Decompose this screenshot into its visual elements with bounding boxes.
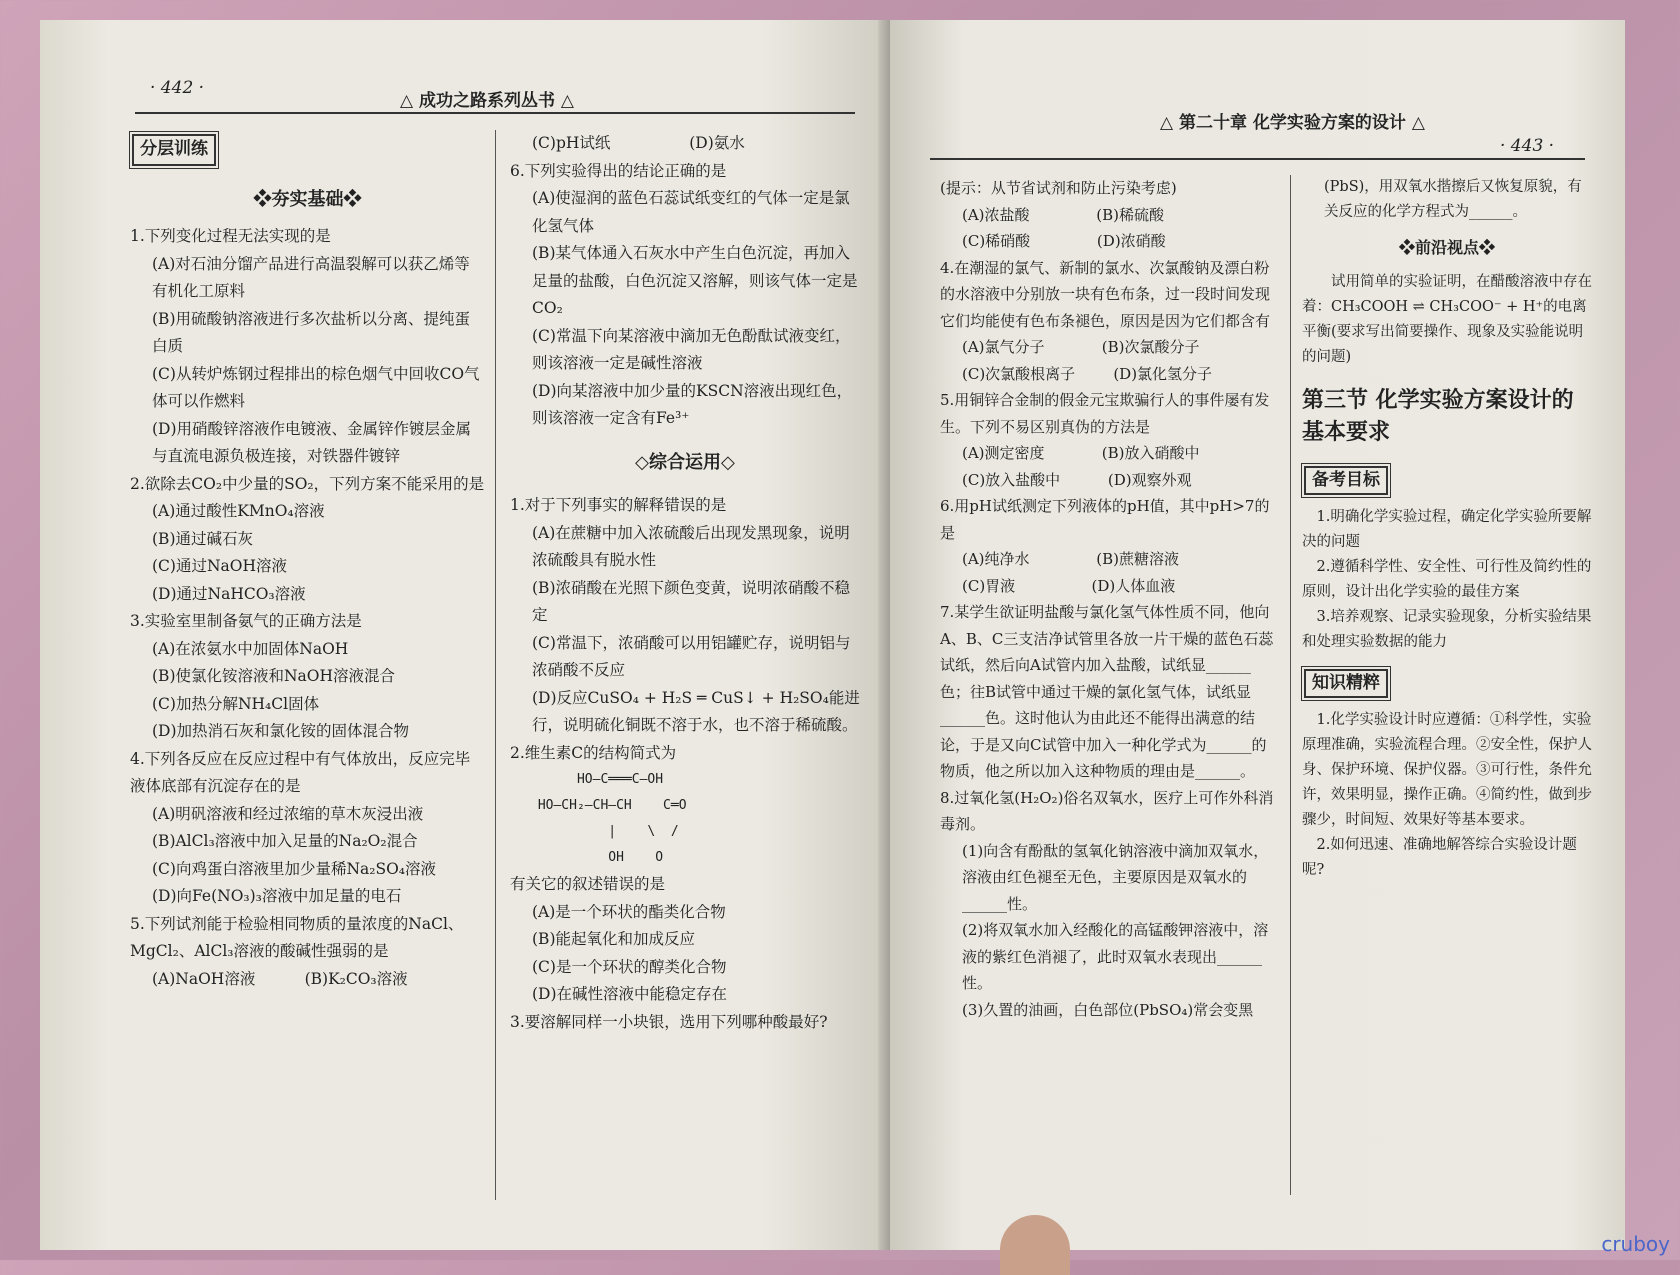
option-item: (A)对石油分馏产品进行高温裂解可以获乙烯等有机化工原料 [152, 254, 470, 300]
open-book [40, 0, 1640, 1260]
option-item: (D)加热消石灰和氯化铵的固体混合物 [152, 722, 410, 740]
header-rule-right [930, 158, 1585, 160]
option-item: (C)通过NaOH溶液 [152, 557, 287, 575]
option-item: (C)常温下向某溶液中滴加无色酚酞试液变红，则该溶液一定是碱性溶液 [532, 326, 851, 372]
section-box-stratified-training: 分层训练 [132, 134, 216, 166]
left-page [40, 20, 890, 1250]
knowledge-item: 1.化学实验设计时应遵循：①科学性，实验原理准确，实验流程合理。②安全性，保护人身、保护环境、保护仪器。③可行性，条件允许，效果明显，操作正确。④简约性，做到步骤少，时间短、效果好等基本要求。 [1302, 712, 1592, 828]
question-item: 4.在潮湿的氯气、新制的氯水、次氯酸钠及漂白粉的水溶液中分别放一块有色布条，过一段时间发现它们均能使有色布条褪色，原因是因为它们都含有 [940, 258, 1271, 330]
option-item: (B)通过碱石灰 [152, 529, 253, 548]
running-header-right: △ 第二十章 化学实验方案的设计 △ [1160, 113, 1425, 133]
right-page [890, 20, 1625, 1250]
question-note: (提示：从节省试剂和防止污染考虑) [940, 179, 1177, 197]
option-item: (D)通过NaHCO₃溶液 [152, 584, 306, 603]
option-item: (B)使氯化铵溶液和NaOH溶液混合 [152, 667, 396, 685]
question-item: 1.对于下列事实的解释错误的是 [510, 496, 727, 514]
question-item: 1.下列变化过程无法实现的是 [130, 227, 331, 245]
option-item: (A)在浓氨水中加固体NaOH [152, 639, 349, 658]
question-item: 5.用铜锌合金制的假金元宝欺骗行人的事件屡有发生。下列不易区别真伪的方法是 [940, 391, 1270, 436]
right-column-2 [1302, 175, 1592, 883]
option-item: (C)从转炉炼钢过程排出的棕色烟气中回收CO气体可以作燃料 [152, 364, 480, 410]
option-item: (C)pH试纸 (D)氨水 [532, 134, 745, 152]
column-divider-left [495, 130, 496, 1200]
watermark-text: cruboy [1601, 1232, 1670, 1256]
column-divider-right [1290, 175, 1291, 1195]
running-header-left: △ 成功之路系列丛书 △ [400, 91, 574, 111]
option-item: (C)向鸡蛋白溶液里加少量稀Na₂SO₄溶液 [152, 859, 437, 878]
option-item: (B)某气体通入石灰水中产生白色沉淀，再加入足量的盐酸，白色沉淀又溶解，则该气体一定是CO₂ [532, 244, 858, 317]
question-item: 2.欲除去CO₂中少量的SO₂，下列方案不能采用的是 [130, 474, 485, 493]
option-item: (C)是一个环状的醇类化合物 [532, 957, 727, 976]
option-item: (A)纯净水 (B)蔗糖溶液 [962, 550, 1180, 568]
box-title-goals: 备考目标 [1304, 466, 1388, 495]
sub-question-continued: (PbS)，用双氧水揩擦后又恢复原貌，有关反应的化学方程式为______。 [1324, 179, 1582, 220]
goal-item: 1.明确化学实验过程，确定化学实验所要解决的问题 [1302, 509, 1592, 550]
option-item: (A)通过酸性KMnO₄溶液 [152, 502, 325, 520]
question-item: 6.下列实验得出的结论正确的是 [510, 161, 727, 180]
question-item: 2.维生素C的结构简式为 [510, 743, 677, 762]
option-item: (D)用硝酸锌溶液作电镀液、金属锌作镀层金属与直流电源负极连接，对铁器件镀锌 [152, 419, 472, 465]
question-item: 4.下列各反应在反应过程中有气体放出，反应完毕液体底部有沉淀存在的是 [130, 749, 471, 795]
option-item: (B)能起氧化和加成反应 [532, 930, 695, 948]
section-title-3: 第三节 化学实验方案设计的基本要求 [1302, 387, 1574, 445]
vitamin-c-structure-formula: HO—C═══C—OH HO—CH₂—CH—CH C═O | \ / OH O [537, 772, 687, 865]
subsection-title-applied: ◇综合运用◇ [635, 451, 735, 473]
subsection-title-frontier: ❖前沿视点❖ [1398, 238, 1495, 257]
question-item: 6.用pH试纸测定下列液体的pH值，其中pH>7的是 [940, 497, 1270, 542]
question-item: 8.过氧化氢(H₂O₂)俗名双氧水，医疗上可作外科消毒剂。 [940, 788, 1274, 833]
sub-question: (2)将双氧水加入经酸化的高锰酸钾溶液中，溶液的紫红色消褪了，此时双氧水表现出______性。 [962, 921, 1269, 992]
subsection-title-basics: ❖夯实基础❖ [253, 188, 362, 210]
option-item: (C)常温下，浓硝酸可以用铝罐贮存，说明铝与浓硝酸不反应 [532, 633, 851, 679]
question-item: 3.要溶解同样一小块银，选用下列哪种酸最好? [510, 1012, 828, 1031]
question-item: 7.某学生欲证明盐酸与氯化氢气体性质不同，他向A、B、C三支洁净试管里各放一片干燥的蓝色石蕊试纸，然后向A试管内加入盐酸，试纸显______色；往B试管中通过干燥的氯化氢气体，试纸显______色。这时他认为由此还不能得出满意的结论，于是又向C试管中加入一种化学式为______的物质，他之所以加入这种物质的理由是______。 [940, 603, 1274, 780]
sub-question: (3)久置的油画，白色部位(PbSO₄)常会变黑 [962, 1000, 1254, 1019]
question-item: 5.下列试剂能于检验相同物质的量浓度的NaCl、MgCl₂、AlCl₃溶液的酸碱性强弱的是 [130, 914, 464, 960]
option-item: (B)用硫酸钠溶液进行多次盐析以分离、提纯蛋白质 [152, 309, 470, 355]
option-item: (C)胃液 (D)人体血液 [962, 576, 1176, 595]
left-column-2 [510, 130, 860, 1036]
left-column-1 [130, 130, 485, 993]
option-item: (C)稀硝酸 (D)浓硝酸 [962, 232, 1166, 250]
knowledge-item: 2.如何迅速、准确地解答综合实验设计题呢? [1302, 837, 1577, 878]
right-column-1 [940, 175, 1280, 1023]
option-item: (B)AlCl₃溶液中加入足量的Na₂O₂混合 [152, 832, 418, 850]
option-item: (B)浓硝酸在光照下颜色变黄，说明浓硝酸不稳定 [532, 578, 850, 624]
option-item: (A)是一个环状的酯类化合物 [532, 902, 726, 921]
option-item: (C)加热分解NH₄Cl固体 [152, 694, 320, 713]
option-item: (C)次氯酸根离子 (D)氯化氢分子 [962, 364, 1213, 383]
header-rule-left [135, 112, 855, 114]
box-title-knowledge: 知识精粹 [1304, 669, 1388, 698]
question-item: 3.实验室里制备氨气的正确方法是 [130, 612, 362, 630]
option-item: (D)反应CuSO₄ + H₂S ═ CuS↓ + H₂SO₄能进行，说明硫化铜既不溶于水，也不溶于稀硫酸。 [532, 688, 860, 734]
option-item: (A)NaOH溶液 (B)K₂CO₃溶液 [152, 969, 408, 988]
page-number-left: · 442 · [150, 78, 205, 98]
sub-question: (1)向含有酚酞的氢氧化钠溶液中滴加双氧水，溶液由红色褪至无色，主要原因是双氧水的______性。 [962, 841, 1269, 913]
goal-item: 3.培养观察、记录实验现象，分析实验结果和处理实验数据的能力 [1302, 609, 1592, 650]
option-item: (A)氯气分子 (B)次氯酸分子 [962, 338, 1200, 356]
question-item: 有关它的叙述错误的是 [510, 875, 666, 893]
option-item: (D)在碱性溶液中能稳定存在 [532, 985, 728, 1003]
option-item: (C)放入盐酸中 (D)观察外观 [962, 470, 1192, 489]
page-number-right: · 443 · [1500, 136, 1555, 156]
option-item: (D)向Fe(NO₃)₃溶液中加足量的电石 [152, 887, 402, 905]
option-item: (D)向某溶液中加少量的KSCN溶液出现红色，则该溶液一定含有Fe³⁺ [532, 381, 853, 427]
option-item: (A)明矾溶液和经过浓缩的草木灰浸出液 [152, 804, 424, 823]
option-item: (A)在蔗糖中加入浓硫酸后出现发黑现象，说明浓硫酸具有脱水性 [532, 523, 850, 569]
option-item: (A)测定密度 (B)放入硝酸中 [962, 444, 1200, 462]
frontier-question: 试用简单的实验证明，在醋酸溶液中存在着：CH₃COOH ⇌ CH₃COO⁻ + H⁺的电离平衡(要求写出简要操作、现象及实验能说明的问题) [1302, 274, 1592, 365]
option-item: (A)使湿润的蓝色石蕊试纸变红的气体一定是氯化氢气体 [532, 189, 850, 235]
option-item: (A)浓盐酸 (B)稀硫酸 [962, 205, 1165, 224]
goal-item: 2.遵循科学性、安全性、可行性及简约性的原则，设计出化学实验的最佳方案 [1302, 559, 1592, 600]
